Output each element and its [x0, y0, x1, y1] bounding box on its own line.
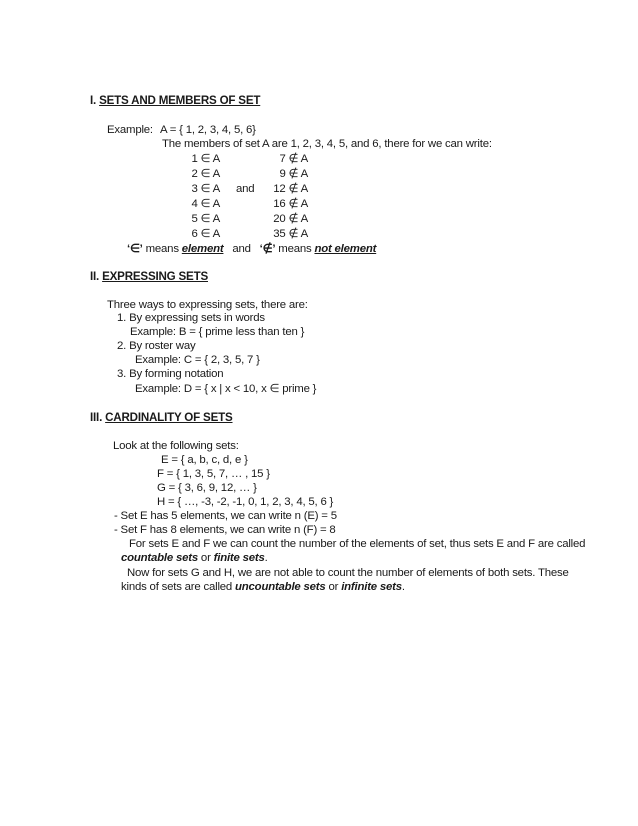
paragraph-text: kinds of sets are called: [121, 581, 236, 593]
members-intro: The members of set A are 1, 2, 3, 4, 5, and 6, there for we can write:: [162, 138, 492, 150]
non-member-item: 9 ∉ A: [279, 168, 308, 180]
cardinality-intro: Look at the following sets:: [113, 440, 239, 452]
cardinality-bullet: - Set E has 5 elements, we can write n (E) = 5: [114, 510, 337, 522]
period: .: [264, 552, 268, 564]
method-example: Example: B = { prime less than ten }: [130, 326, 305, 338]
infinite-sets-term: infinite sets: [341, 581, 402, 593]
finite-sets-paragraph-line: For sets E and F we can count the number of the elements of set, thus sets E and F are called: [129, 538, 586, 550]
method-item: 3. By forming notation: [117, 368, 224, 380]
set-definition: G = { 3, 6, 9, 12, … }: [157, 482, 257, 494]
non-member-item: 7 ∉ A: [279, 153, 308, 165]
member-item: 6 ∈ A: [191, 228, 220, 240]
set-definition: E = { a, b, c, d, e }: [161, 454, 248, 466]
infinite-sets-paragraph-line: Now for sets G and H, we are not able to count the number of elements of both sets. These: [127, 567, 569, 579]
not-element-symbol: ‘∉’: [259, 243, 276, 255]
non-member-item: 12 ∉ A: [273, 183, 308, 195]
method-item: 2. By roster way: [117, 340, 196, 352]
method-example: Example: C = { 2, 3, 5, 7 }: [135, 354, 260, 366]
example-set-a: A = { 1, 2, 3, 4, 5, 6}: [160, 124, 256, 136]
member-item: 3 ∈ A: [191, 183, 220, 195]
or-text: or: [197, 552, 214, 564]
finite-sets-paragraph-line: [121, 551, 268, 565]
set-definition: F = { 1, 3, 5, 7, … , 15 }: [157, 468, 270, 480]
section-title: CARDINALITY OF SETS: [105, 411, 233, 424]
symbol-legend: [127, 242, 376, 256]
section-title: EXPRESSING SETS: [102, 270, 208, 283]
member-item: 2 ∈ A: [191, 168, 220, 180]
finite-sets-term: finite sets: [213, 552, 265, 564]
member-item: 5 ∈ A: [191, 213, 220, 225]
member-item: 1 ∈ A: [191, 153, 220, 165]
countable-sets-term: countable sets: [121, 552, 198, 564]
expressing-intro: Three ways to expressing sets, there are:: [107, 299, 308, 311]
example-label: Example:: [107, 124, 153, 136]
period: .: [401, 581, 405, 593]
member-item: 4 ∈ A: [191, 198, 220, 210]
section-heading-sets-members: [90, 94, 260, 108]
and-text: and: [232, 243, 251, 255]
means-text: means: [278, 243, 312, 255]
non-member-item: 35 ∉ A: [273, 228, 308, 240]
means-text: means: [145, 243, 179, 255]
or-text: or: [325, 581, 342, 593]
section-heading-cardinality: [90, 411, 233, 425]
section-number: I.: [90, 94, 97, 107]
section-number: III.: [90, 411, 103, 424]
and-word: and: [236, 183, 255, 195]
cardinality-bullet: - Set F has 8 elements, we can write n (F) = 8: [114, 524, 336, 536]
not-element-word: not element: [314, 243, 377, 255]
section-title: SETS AND MEMBERS OF SET: [99, 94, 261, 107]
uncountable-sets-term: uncountable sets: [235, 581, 326, 593]
element-word: element: [181, 243, 224, 255]
non-member-item: 20 ∉ A: [273, 213, 308, 225]
method-example: Example: D = { x | x < 10, x ∈ prime }: [135, 383, 317, 395]
non-member-item: 16 ∉ A: [273, 198, 308, 210]
set-definition: H = { …, -3, -2, -1, 0, 1, 2, 3, 4, 5, 6 }: [157, 496, 334, 508]
infinite-sets-paragraph-line: [121, 580, 405, 594]
method-item: 1. By expressing sets in words: [117, 312, 265, 324]
section-heading-expressing-sets: [90, 270, 208, 284]
section-number: II.: [90, 270, 100, 283]
element-symbol: ‘∈’: [127, 243, 143, 255]
